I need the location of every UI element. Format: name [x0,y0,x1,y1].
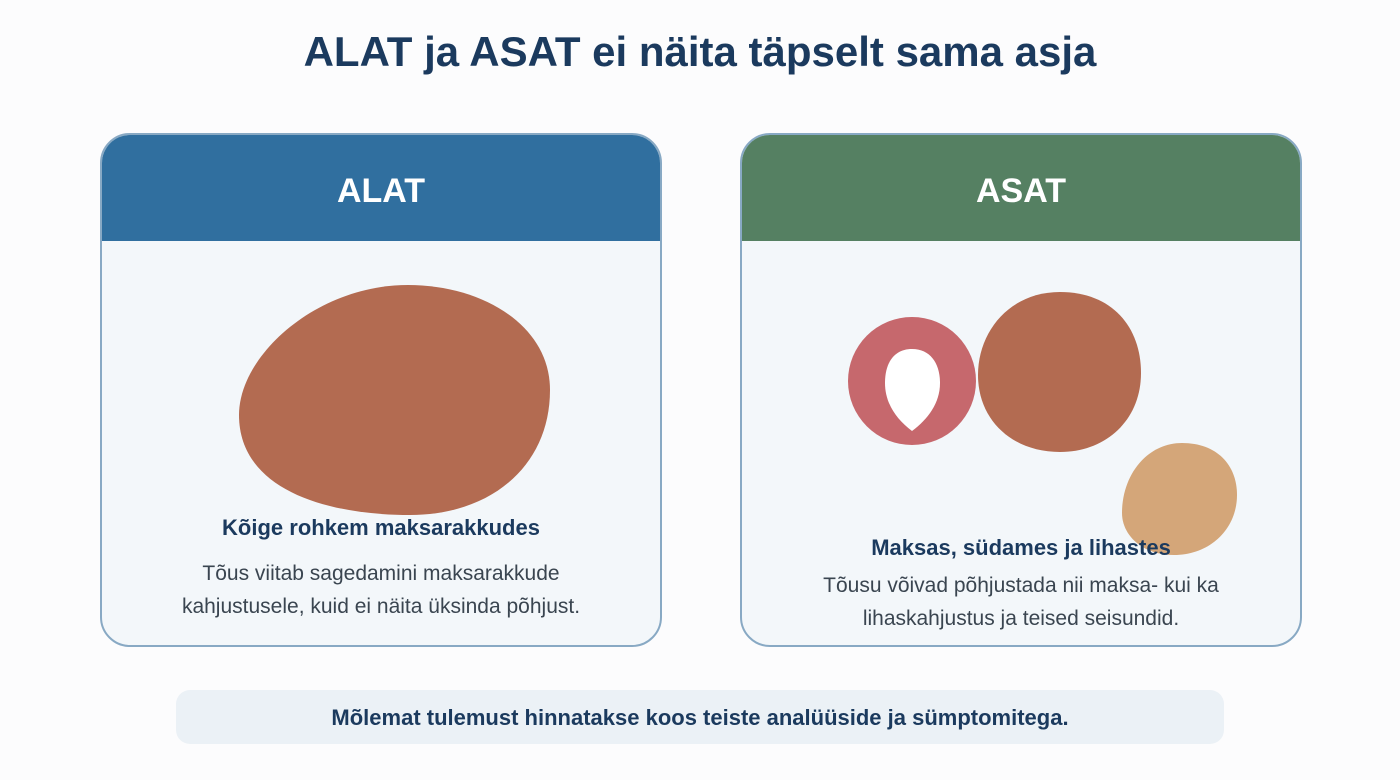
asat-description [742,569,1300,635]
alat-subtitle: Kõige rohkem maksarakkudes [222,515,540,540]
footer-note: Mõlemat tulemust hinnatakse koos teiste analüüside ja sümptomitega. [176,690,1224,744]
alat-description-line: Tõus viitab sagedamini maksarakkude [202,562,560,585]
alat-description [102,557,660,623]
page-title: ALAT ja ASAT ei näita täpselt sama asja [303,28,1097,75]
asat-description-line: Tõusu võivad põhjustada nii maksa- kui ka [823,574,1219,597]
asat-card [740,133,1302,647]
alat-card [100,133,662,647]
alat-card-header: ALAT [102,135,660,241]
asat-card-header: ASAT [742,135,1300,241]
asat-subtitle: Maksas, südames ja lihastes [871,535,1171,560]
liver-organ-icon [239,285,550,515]
alat-description-line: kahjustusele, kuid ei näita üksinda põhjust. [181,595,581,618]
asat-description-line: lihaskahjustus ja teised seisundid. [862,607,1180,630]
liver-organ-icon [978,292,1141,452]
